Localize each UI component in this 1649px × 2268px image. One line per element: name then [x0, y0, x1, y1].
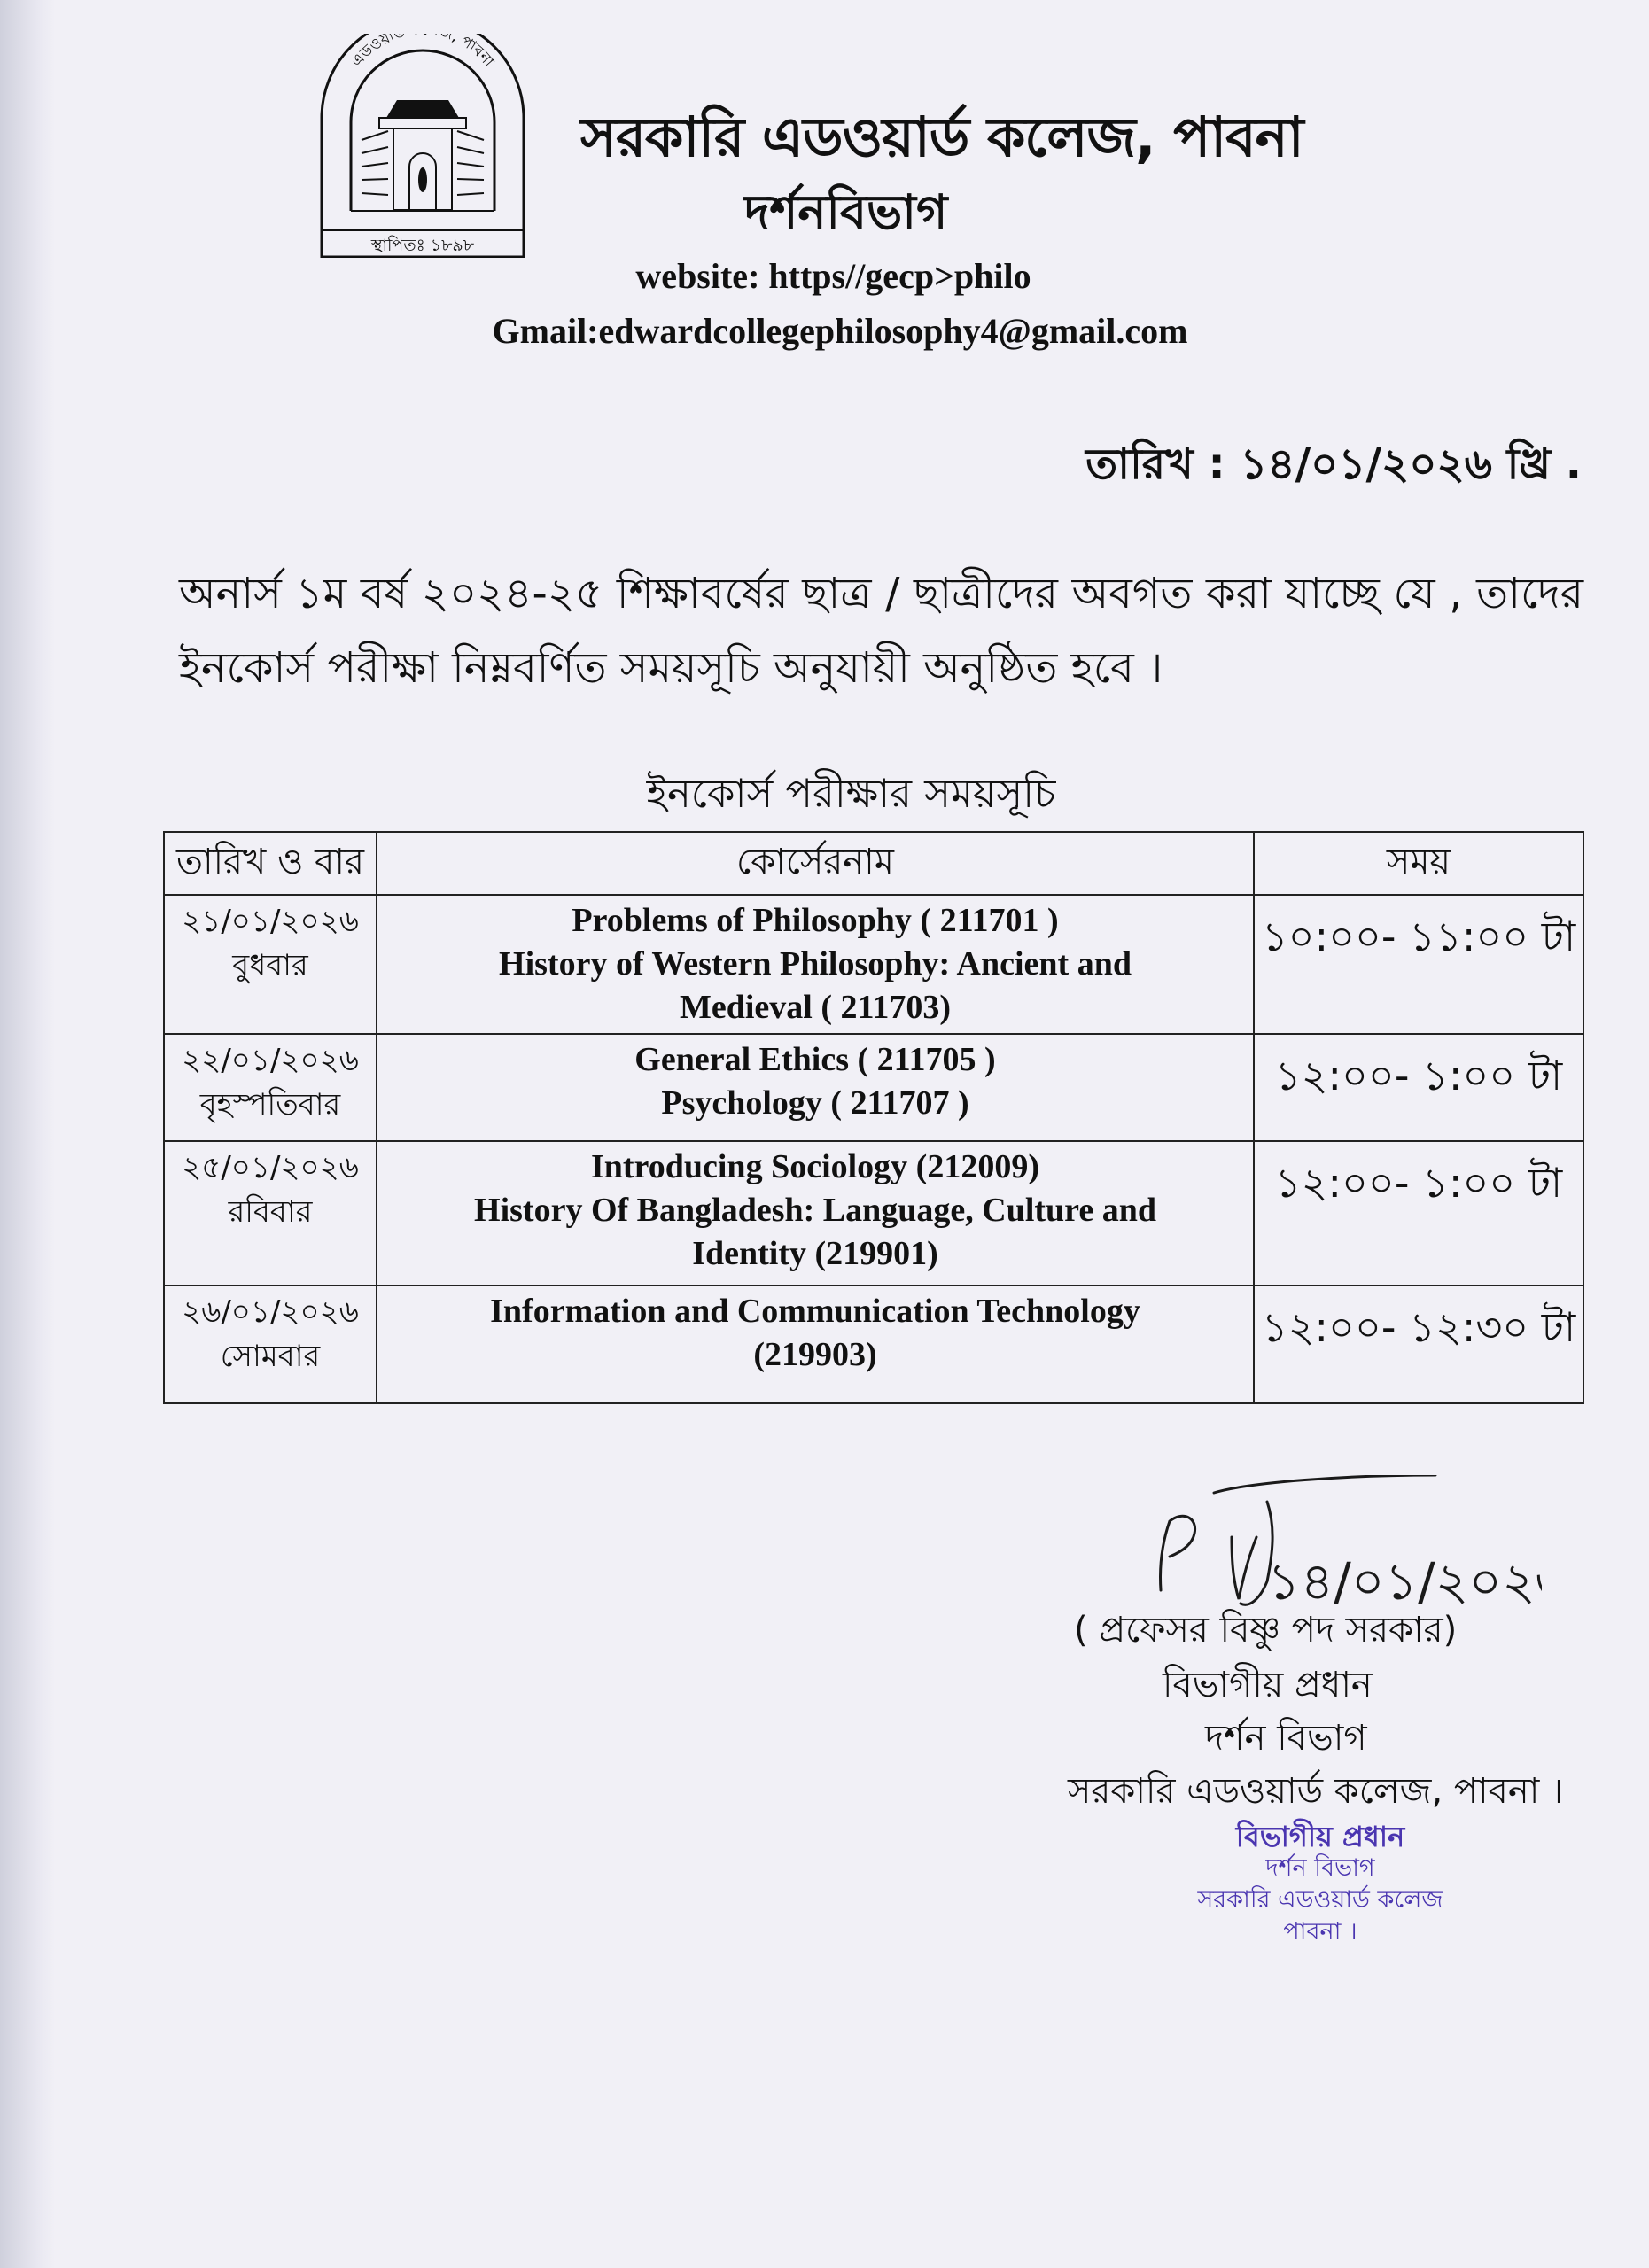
- header-course-name: কোর্সেরনাম: [377, 832, 1254, 895]
- college-title: সরকারি এডওয়ার্ড কলেজ, পাবনা: [580, 105, 1303, 169]
- course-cell: [377, 1034, 1254, 1141]
- course-line: General Ethics ( 211705 ): [634, 1041, 996, 1078]
- table-row: [164, 1141, 1583, 1285]
- exam-time: ১২:০০- ১২:৩০ টা: [1254, 1285, 1583, 1403]
- date-cell: [164, 895, 377, 1034]
- course-line: Psychology ( 211707 ): [661, 1084, 969, 1122]
- date-cell: [164, 1141, 377, 1285]
- course-line: History Of Bangladesh: Language, Culture and: [474, 1192, 1156, 1229]
- stamp-line: বিভাগীয় প্রধান: [1235, 1820, 1405, 1853]
- header-time: সময়: [1254, 832, 1583, 895]
- signer-department: দর্শন বিভাগ: [1205, 1718, 1367, 1759]
- exam-time: ১০:০০- ১১:০০ টা: [1254, 895, 1583, 1034]
- exam-day: রবিবার: [228, 1194, 313, 1230]
- course-cell: [377, 1141, 1254, 1285]
- date-cell: [164, 1034, 377, 1141]
- exam-day: বুধবার: [232, 948, 308, 983]
- department-title: দর্শনবিভাগ: [744, 184, 948, 240]
- signer-college: সরকারি এডওয়ার্ড কলেজ, পাবনা ।: [1068, 1771, 1564, 1812]
- course-line: Identity (219901): [692, 1235, 938, 1272]
- course-line: (219903): [753, 1336, 877, 1373]
- schedule-title: ইনকোর্স পরীক্ষার সময়সূচি: [646, 770, 1056, 817]
- table-row: [164, 1285, 1583, 1403]
- department-stamp: [1170, 1821, 1471, 1948]
- svg-text:এডওয়ার্ড কলেজ, পাবনা: [348, 34, 498, 71]
- course-line: Introducing Sociology (212009): [590, 1148, 1039, 1185]
- stamp-line: পাবনা ।: [1283, 1918, 1357, 1946]
- gmail-line: Gmail:edwardcollegephilosophy4@gmail.com: [492, 311, 1188, 351]
- signer-role: বিভাগীয় প্রধান: [1163, 1665, 1373, 1705]
- table-header-row: [164, 832, 1583, 895]
- course-line: Medieval ( 211703): [679, 989, 952, 1026]
- college-emblem-logo: [317, 34, 528, 258]
- stamp-line: সরকারি এডওয়ার্ড কলেজ: [1197, 1886, 1443, 1914]
- exam-day: সোমবার: [220, 1339, 321, 1374]
- exam-date: ২২/০১/২০২৬: [182, 1043, 359, 1078]
- exam-date: ২১/০১/২০২৬: [182, 904, 359, 939]
- date-cell: [164, 1285, 377, 1403]
- exam-date: ২৬/০১/২০২৬: [182, 1294, 359, 1330]
- signer-name: ( প্রফেসর বিষ্ণু পদ সরকার): [1074, 1610, 1458, 1651]
- website-line: website: https//gecp>philo: [635, 256, 1031, 296]
- emblem-arc-text: এডওয়া , পাবনা: [347, 34, 498, 71]
- emblem-established-text: স্থাপিতঃ ১৮৯৮: [370, 236, 475, 255]
- table-row: [164, 895, 1583, 1034]
- notice-date: তারিখ : ১৪/০১/২০২৬ খ্রি .: [1085, 439, 1582, 489]
- exam-time: ১২:০০- ১:০০ টা: [1254, 1034, 1583, 1141]
- table-row: [164, 1034, 1583, 1141]
- exam-day: বৃহস্পতিবার: [199, 1087, 341, 1122]
- course-line: Problems of Philosophy ( 211701 ): [572, 902, 1059, 939]
- header-date-day: তারিখ ও বার: [164, 832, 377, 895]
- exam-date: ২৫/০১/২০২৬: [182, 1150, 359, 1185]
- signature-date-text: ১৪/০১/২০২৬: [1267, 1551, 1542, 1612]
- course-line: History of Western Philosophy: Ancient and: [499, 945, 1132, 983]
- stamp-line: দর্শন বিভাগ: [1265, 1854, 1375, 1882]
- course-line: Information and Communication Technology: [490, 1293, 1140, 1330]
- exam-time: ১২:০০- ১:০০ টা: [1254, 1141, 1583, 1285]
- course-cell: [377, 1285, 1254, 1403]
- exam-schedule-table: [163, 831, 1584, 1404]
- course-cell: [377, 895, 1254, 1034]
- notice-paragraph: অনার্স ১ম বর্ষ ২০২৪-২৫ শিক্ষাবর্ষের ছাত্র / ছাত্রীদের অবগত করা যাচ্ছে যে , তাদের ইনকোর্স পরীক্ষা নিম্নবর্ণিত সময়সূচি অনুযায়ী অনুষ্ঠিত হবে ।: [179, 569, 1583, 693]
